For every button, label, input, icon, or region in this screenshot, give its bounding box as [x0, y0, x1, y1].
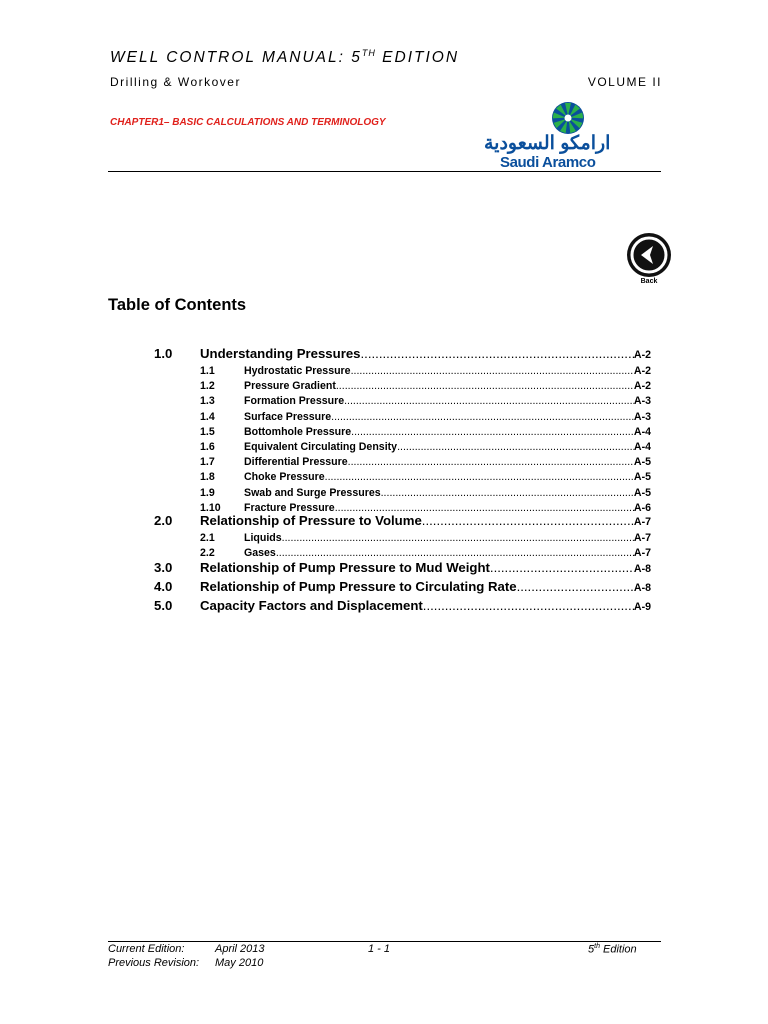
toc-entry-title: Bottomhole Pressure — [244, 425, 352, 438]
toc-entry-title: Gases — [244, 547, 276, 560]
toc-entry-number: 2.1 — [200, 532, 215, 544]
toc-entry-title: Formation Pressure — [244, 395, 345, 408]
toc-leader-dots — [517, 579, 634, 594]
toc-subsection-entry[interactable] — [200, 532, 651, 544]
manual-title — [110, 48, 459, 67]
toc-entry-page: A-4 — [633, 441, 651, 453]
toc-heading: Table of Contents — [108, 296, 247, 314]
toc-section-entry[interactable] — [154, 560, 651, 575]
toc-entry-title: Hydrostatic Pressure — [244, 365, 351, 377]
toc-entry-page: A-7 — [633, 532, 651, 544]
toc-leader-dots — [276, 547, 634, 559]
toc-entry-title: Understanding Pressures — [200, 346, 361, 361]
manual-title-edition: EDITION — [375, 49, 460, 67]
toc-subsection-entry[interactable] — [200, 380, 651, 392]
logo-latin-text: Saudi Aramco — [500, 154, 596, 171]
toc-entry-page: A-2 — [633, 349, 651, 361]
toc-leader-dots — [336, 380, 634, 392]
toc-entry-number: 2.2 — [200, 547, 215, 560]
toc-entry-title: Liquids — [244, 532, 282, 544]
logo-arabic-text: ارامكو السعودية — [484, 133, 611, 154]
toc-entry-title: Swab and Surge Pressures — [244, 486, 381, 499]
toc-entry-page: A-8 — [633, 582, 651, 594]
toc-leader-dots — [344, 395, 634, 407]
toc-section-entry[interactable] — [154, 346, 651, 361]
toc-entry-number: 1.1 — [200, 365, 215, 377]
edition-number: 5 — [588, 943, 595, 956]
toc-entry-number: 5.0 — [154, 598, 173, 613]
toc-leader-dots — [397, 441, 634, 453]
back-arrow-icon — [626, 232, 672, 278]
toc-leader-dots — [348, 456, 634, 468]
toc-entry-page: A-8 — [633, 563, 651, 575]
manual-title-superscript: TH — [361, 48, 376, 58]
toc-subsection-entry[interactable] — [200, 456, 651, 468]
toc-entry-number: 1.4 — [200, 410, 215, 423]
toc-leader-dots — [335, 502, 634, 514]
toc-section-entry[interactable] — [154, 579, 651, 594]
toc-entry-number: 1.6 — [200, 441, 215, 453]
toc-leader-dots — [422, 513, 634, 528]
toc-entry-title: Fracture Pressure — [244, 501, 335, 514]
toc-entry-number: 2.0 — [154, 513, 173, 528]
page-number: 1 - 1 — [368, 943, 391, 955]
toc-entry-number: 1.8 — [200, 471, 215, 484]
toc-leader-dots — [490, 560, 634, 575]
toc-entry-title: Relationship of Pressure to Volume — [200, 513, 422, 528]
toc-entry-number: 1.9 — [200, 486, 215, 499]
chapter-title: CHAPTER1– BASIC CALCULATIONS AND TERMINOLOGY — [110, 117, 386, 128]
toc-leader-dots — [381, 487, 634, 499]
volume-label: VOLUME II — [587, 75, 662, 89]
back-label: Back — [640, 278, 658, 285]
toc-entry-page: A-5 — [633, 486, 651, 499]
toc-entry-number: 1.3 — [200, 395, 215, 408]
toc-entry-number: 4.0 — [154, 579, 173, 594]
toc-entry-title: Relationship of Pump Pressure to Circulating Rate — [200, 579, 517, 594]
toc-entry-number: 3.0 — [154, 560, 173, 575]
toc-subsection-entry[interactable] — [200, 547, 651, 559]
toc-leader-dots — [325, 471, 634, 483]
toc-subsection-entry[interactable] — [200, 471, 651, 483]
manual-title-text: WELL CONTROL MANUAL: 5 — [110, 49, 362, 67]
toc-entry-title: Pressure Gradient — [244, 380, 336, 393]
toc-entry-number: 1.5 — [200, 425, 215, 438]
toc-entry-title: Capacity Factors and Displacement — [200, 598, 423, 613]
toc-subsection-entry[interactable] — [200, 502, 651, 514]
toc-entry-number: 1.10 — [200, 501, 221, 514]
edition-superscript: th — [594, 943, 600, 950]
toc-subsection-entry[interactable] — [200, 426, 651, 438]
toc-entry-page: A-5 — [633, 456, 651, 469]
previous-revision-value: May 2010 — [215, 957, 264, 969]
toc-entry-number: 1.7 — [200, 456, 215, 469]
edition-word: Edition — [603, 943, 637, 956]
toc-leader-dots — [423, 598, 634, 613]
toc-subsection-entry[interactable] — [200, 365, 651, 377]
toc-entry-title: Equivalent Circulating Density — [244, 441, 398, 453]
toc-leader-dots — [361, 346, 634, 361]
previous-revision-label: Previous Revision: — [108, 957, 200, 969]
toc-entry-title: Choke Pressure — [244, 471, 325, 484]
toc-entry-page: A-5 — [633, 471, 651, 484]
toc-subsection-entry[interactable] — [200, 487, 651, 499]
toc-entry-title: Relationship of Pump Pressure to Mud Weight — [200, 560, 490, 575]
toc-entry-page: A-3 — [633, 410, 651, 423]
toc-leader-dots — [282, 532, 634, 544]
toc-entry-page: A-2 — [633, 365, 651, 377]
toc-subsection-entry[interactable] — [200, 441, 651, 453]
toc-leader-dots — [351, 365, 634, 377]
toc-entry-number: 1.0 — [154, 346, 173, 361]
manual-subtitle: Drilling & Workover — [110, 75, 241, 89]
toc-entry-page: A-9 — [633, 601, 651, 613]
toc-subsection-entry[interactable] — [200, 395, 651, 407]
toc-entry-page: A-4 — [633, 425, 651, 438]
toc-leader-dots — [351, 426, 634, 438]
toc-leader-dots — [331, 411, 634, 423]
toc-entry-title: Surface Pressure — [244, 410, 332, 423]
current-edition-value: April 2013 — [215, 943, 265, 955]
toc-entry-number: 1.2 — [200, 380, 215, 393]
toc-entry-title: Differential Pressure — [244, 456, 348, 469]
back-button[interactable] — [626, 232, 672, 288]
toc-entry-page: A-3 — [633, 395, 651, 408]
toc-section-entry[interactable] — [154, 513, 651, 528]
toc-entry-page: A-6 — [633, 501, 651, 514]
toc-entry-page: A-7 — [633, 516, 651, 528]
toc-entry-page: A-7 — [633, 547, 651, 560]
toc-section-entry[interactable] — [154, 598, 651, 613]
edition-badge — [588, 943, 637, 956]
toc-subsection-entry[interactable] — [200, 411, 651, 423]
current-edition-label: Current Edition: — [108, 943, 185, 955]
toc-entry-page: A-2 — [633, 380, 651, 393]
saudi-aramco-logo — [478, 100, 611, 172]
footer-rule — [108, 941, 661, 942]
header-rule — [108, 171, 661, 172]
